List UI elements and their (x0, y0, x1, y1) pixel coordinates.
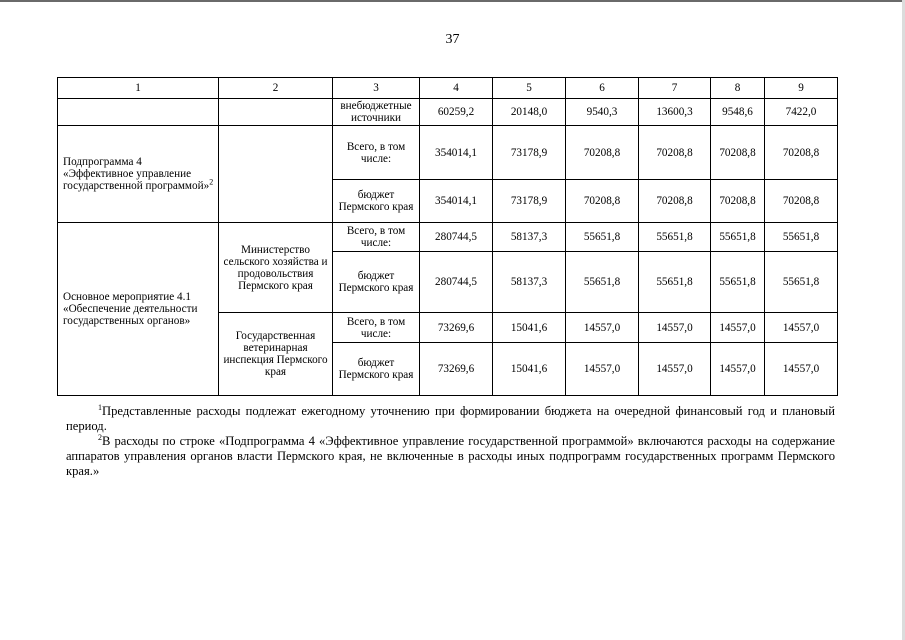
header-cell: 3 (333, 78, 420, 99)
header-cell: 1 (58, 78, 219, 99)
funding-source-cell: внебюджетные источники (333, 99, 420, 126)
value-cell: 354014,1 (420, 126, 493, 180)
value-cell: 70208,8 (765, 180, 838, 223)
table-row (58, 126, 838, 180)
header-cell: 9 (765, 78, 838, 99)
budget-table (57, 77, 838, 396)
table-row (58, 223, 838, 252)
value-cell: 70208,8 (566, 126, 639, 180)
value-cell: 7422,0 (765, 99, 838, 126)
funding-source-cell: бюджет Пермского края (333, 252, 420, 313)
value-cell: 70208,8 (711, 180, 765, 223)
value-cell: 14557,0 (765, 313, 838, 343)
page-number: 37 (445, 32, 460, 47)
executor-cell: Министерство сельского хозяйства и продовольствия Пермского края (219, 223, 333, 313)
header-cell: 2 (219, 78, 333, 99)
funding-source-cell: бюджет Пермского края (333, 180, 420, 223)
value-cell: 55651,8 (711, 223, 765, 252)
subprogram-name: Подпрограмма 4 «Эффективное управление государственной программой» (63, 156, 210, 192)
value-cell: 58137,3 (493, 223, 566, 252)
value-cell: 60259,2 (420, 99, 493, 126)
empty-cell (58, 99, 219, 126)
footnote-text: В расходы по строке «Подпрограмма 4 «Эффективное управление государственной программой» включаются расходы на содержание аппаратов управления органов власти Пермского края, не включенные в расходы иных подпрограмм государственных программ Пермского края.» (66, 434, 835, 478)
value-cell: 70208,8 (711, 126, 765, 180)
scan-edge-top (0, 0, 905, 2)
measure-name-cell: Основное мероприятие 4.1 «Обеспечение деятельности государственных органов» (58, 223, 219, 396)
value-cell: 70208,8 (566, 180, 639, 223)
value-cell: 20148,0 (493, 99, 566, 126)
footnote-mark: 1 (98, 402, 102, 412)
value-cell: 70208,8 (639, 126, 711, 180)
empty-cell (219, 99, 333, 126)
value-cell: 73178,9 (493, 180, 566, 223)
value-cell: 73178,9 (493, 126, 566, 180)
value-cell: 55651,8 (765, 223, 838, 252)
table-row (58, 99, 838, 126)
value-cell: 55651,8 (566, 223, 639, 252)
value-cell: 9540,3 (566, 99, 639, 126)
value-cell: 280744,5 (420, 223, 493, 252)
value-cell: 55651,8 (765, 252, 838, 313)
value-cell: 354014,1 (420, 180, 493, 223)
funding-source-cell: бюджет Пермского края (333, 343, 420, 396)
value-cell: 14557,0 (639, 313, 711, 343)
value-cell: 73269,6 (420, 343, 493, 396)
value-cell: 55651,8 (566, 252, 639, 313)
value-cell: 70208,8 (765, 126, 838, 180)
value-cell: 13600,3 (639, 99, 711, 126)
value-cell: 55651,8 (639, 223, 711, 252)
footnote-text: Представленные расходы подлежат ежегодному уточнению при формировании бюджета на очередной финансовый год и плановый период. (66, 404, 835, 433)
header-cell: 4 (420, 78, 493, 99)
header-cell: 7 (639, 78, 711, 99)
value-cell: 14557,0 (711, 343, 765, 396)
value-cell: 14557,0 (566, 313, 639, 343)
footnote-ref: 2 (209, 177, 214, 187)
value-cell: 9548,6 (711, 99, 765, 126)
executor-cell: Государственная ветеринарная инспекция Пермского края (219, 313, 333, 396)
value-cell: 15041,6 (493, 343, 566, 396)
value-cell: 14557,0 (711, 313, 765, 343)
subprogram-name-cell (58, 126, 219, 223)
footnote-2 (66, 434, 835, 479)
value-cell: 55651,8 (639, 252, 711, 313)
funding-source-cell: Всего, в том числе: (333, 126, 420, 180)
value-cell: 14557,0 (765, 343, 838, 396)
header-cell: 6 (566, 78, 639, 99)
footnote-mark: 2 (98, 432, 102, 442)
value-cell: 14557,0 (566, 343, 639, 396)
value-cell: 73269,6 (420, 313, 493, 343)
footnote-1 (66, 404, 835, 434)
header-cell: 5 (493, 78, 566, 99)
funding-source-cell: Всего, в том числе: (333, 313, 420, 343)
value-cell: 55651,8 (711, 252, 765, 313)
value-cell: 15041,6 (493, 313, 566, 343)
funding-source-cell: Всего, в том числе: (333, 223, 420, 252)
empty-cell (219, 126, 333, 223)
value-cell: 70208,8 (639, 180, 711, 223)
header-cell: 8 (711, 78, 765, 99)
value-cell: 280744,5 (420, 252, 493, 313)
value-cell: 14557,0 (639, 343, 711, 396)
table-header-row (58, 78, 838, 99)
value-cell: 58137,3 (493, 252, 566, 313)
